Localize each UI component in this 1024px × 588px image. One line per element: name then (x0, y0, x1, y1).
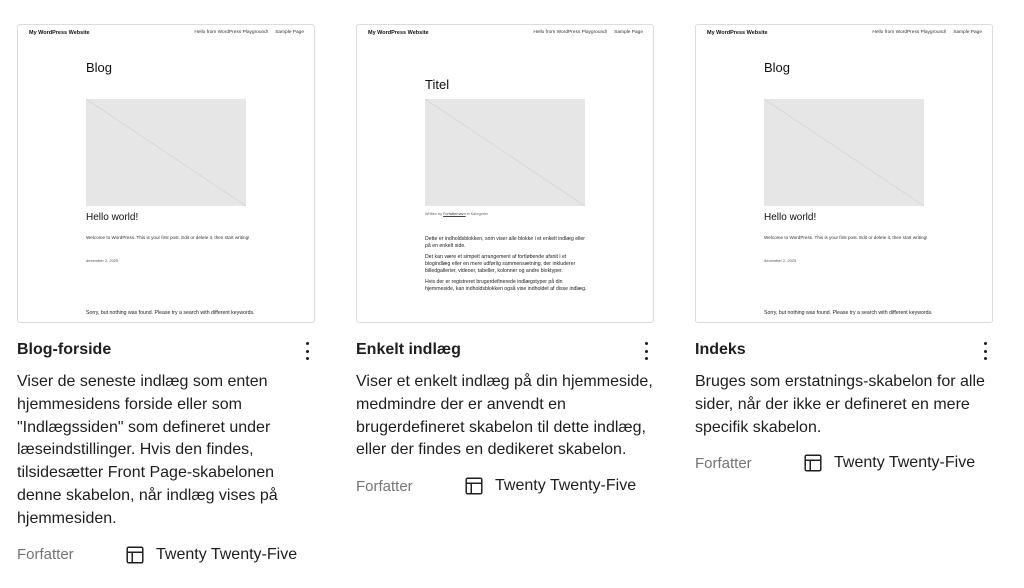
preview-page-title: Blog (764, 60, 791, 75)
preview-meta-author: Forfatternavn (443, 212, 466, 216)
template-name[interactable]: Blog-forside (17, 341, 112, 358)
preview-header (368, 30, 643, 40)
template-description: Viser de seneste indlæg som enten hjemmesidens forside eller som "Indlægssiden" som defineret under læseindstillinger. Hvis den findes, tilsidesætter Front Page-skabelonen denne skabelon, når indlæg vises på hjemmesiden. (17, 373, 278, 527)
preview-meta-suffix: in Kategorier (466, 212, 489, 216)
template-meta (356, 474, 654, 498)
more-vertical-icon[interactable] (977, 341, 993, 361)
preview-paragraph: Dette er indholdsblokken, som viser alle blokke i et enkelt indlæg eller på en enkelt side. (425, 236, 586, 249)
preview-header (707, 30, 982, 40)
preview-excerpt: Welcome to WordPress. This is your first post. Edit or delete it, then start writing! (86, 235, 250, 240)
template-preview[interactable] (356, 24, 654, 323)
preview-not-found: Sorry, but nothing was found. Please try a search with different keywords. (764, 310, 933, 316)
preview-nav-item: Hello from WordPress Playground! (194, 30, 269, 35)
image-placeholder-icon (86, 99, 246, 206)
preview-header (29, 30, 304, 40)
theme-name: Twenty Twenty-Five (834, 454, 976, 472)
preview-date: december 2, 2025 (86, 258, 119, 263)
preview-post-title: Hello world! (764, 212, 817, 223)
more-vertical-icon[interactable] (299, 341, 315, 361)
template-title-row (356, 339, 654, 361)
preview-nav (187, 30, 304, 35)
template-card-index (695, 24, 993, 475)
preview-date: december 2, 2025 (764, 258, 797, 263)
preview-nav (526, 30, 643, 35)
template-meta (17, 543, 315, 567)
preview-nav (865, 30, 982, 35)
author-label: Forfatter (695, 454, 752, 472)
preview-content (425, 236, 587, 297)
preview-paragraph: Det kan være et simpelt arrangement af fortløbende afsnit i et blogindlæg eller en mere udførlig sammensætning, der inkluderer billedgallerier, videoer, tabeller, kolonner og andre bloktyper. (425, 254, 576, 274)
template-preview[interactable] (17, 24, 315, 323)
preview-page-title: Blog (86, 60, 113, 75)
theme-name: Twenty Twenty-Five (156, 545, 298, 563)
template-card-blog-home (17, 24, 315, 567)
template-title-row (695, 339, 993, 361)
more-vertical-icon[interactable] (638, 341, 654, 361)
template-name[interactable]: Enkelt indlæg (356, 341, 461, 358)
preview-site-title: My WordPress Website (707, 30, 768, 36)
theme-name: Twenty Twenty-Five (495, 477, 637, 495)
template-title-row (17, 339, 315, 361)
preview-site-title: My WordPress Website (29, 30, 90, 36)
image-placeholder-icon (425, 99, 585, 206)
author-label: Forfatter (356, 477, 413, 495)
image-placeholder-icon (764, 99, 924, 206)
template-name[interactable]: Indeks (695, 341, 746, 358)
preview-page-title: Titel (425, 77, 450, 92)
template-description: Viser et enkelt indlæg på din hjemmeside, medmindre der er anvendt en brugerdefineret skabelon til dette indlæg, eller der findes en dedikeret skabelon. (356, 373, 653, 459)
preview-not-found: Sorry, but nothing was found. Please try a search with different keywords. (86, 310, 255, 316)
preview-nav-item: Hello from WordPress Playground! (872, 30, 947, 35)
template-description: Bruges som erstatnings-skabelon for alle sider, når der ikke er defineret en mere specifik skabelon. (695, 373, 985, 436)
preview-nav-item: Hello from WordPress Playground! (533, 30, 608, 35)
preview-post-meta (425, 212, 488, 216)
author-label: Forfatter (17, 546, 74, 564)
preview-meta-prefix: Written by (425, 212, 443, 216)
preview-nav-item: Sample Page (953, 30, 982, 35)
layout-icon (802, 452, 824, 474)
template-card-single (356, 24, 654, 498)
template-preview[interactable] (695, 24, 993, 323)
preview-nav-item: Sample Page (275, 30, 304, 35)
template-meta (695, 451, 993, 475)
preview-excerpt: Welcome to WordPress. This is your first post. Edit or delete it, then start writing! (764, 235, 928, 240)
layout-icon (124, 544, 146, 566)
preview-site-title: My WordPress Website (368, 30, 429, 36)
preview-nav-item: Sample Page (614, 30, 643, 35)
preview-post-title: Hello world! (86, 212, 139, 223)
preview-paragraph: Hvis der er registreret brugerdefinerede indlægstyper på din hjemmeside, kan indholdsblokken også vise indholdet af disse indlæg. (425, 279, 587, 292)
layout-icon (463, 475, 485, 497)
